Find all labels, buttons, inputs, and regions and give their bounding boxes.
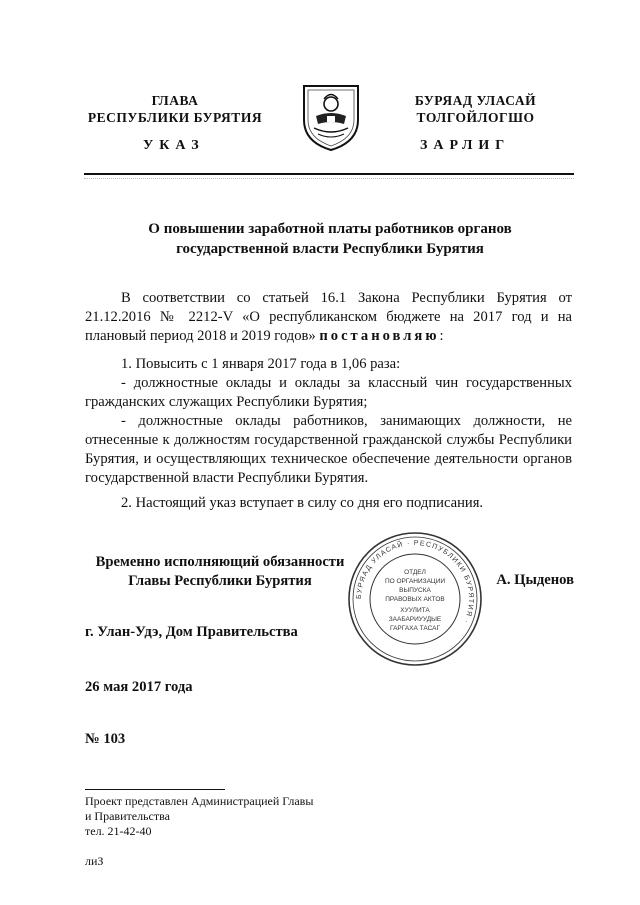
footnote-line1: Проект представлен Администрацией Главы: [85, 794, 314, 808]
stamp-line-3: ВЫПУСКА: [399, 587, 431, 594]
footnote: [85, 794, 313, 839]
item-1-b: - должностные оклады работников, занимающих должности, не отнесенные к должностям государственной гражданской службы Республики Бурятия, и осуществляющих техническое обеспечение деятельности органов государственной власти Республики Бурятия.: [85, 413, 572, 486]
header-right-title: БУРЯАД УЛАСАЙ: [414, 93, 537, 108]
item-1-a: - должностные оклады и оклады за классный чин государственных гражданских служащих Республики Бурятия;: [85, 375, 572, 410]
decree-title-line1: О повышении заработной платы работников органов: [148, 221, 512, 237]
intro-paragraph: [85, 289, 572, 346]
header-divider: [84, 173, 574, 175]
item-2: 2. Настоящий указ вступает в силу со дня его подписания.: [121, 495, 484, 511]
document-code: лиЗ: [85, 854, 104, 868]
official-stamp: [346, 530, 484, 668]
stamp-line-2: ПО ОРГАНИЗАЦИИ: [384, 578, 446, 585]
stamp-line-7: ГАРГАХА ТАСАГ: [389, 625, 441, 632]
intro-colon: :: [439, 328, 444, 344]
stamp-ring-text: БУРЯАД УЛАСАЙ · РЕСПУБЛИКИ БУРЯТИЯ ·: [355, 539, 475, 625]
item-1: 1. Повысить с 1 января 2017 года в 1,06 раза:: [121, 356, 401, 372]
decree-number: № 103: [85, 731, 126, 747]
header-right: [388, 92, 563, 126]
decree-word: постановляю: [319, 328, 440, 344]
header-left-title: ГЛАВА: [151, 93, 199, 108]
footnote-phone: тел. 21-42-40: [85, 824, 152, 838]
header-right-subtitle: ТОЛГОЙЛОГШО: [416, 110, 535, 125]
place-of-signing: г. Улан-Удэ, Дом Правительства: [85, 624, 298, 640]
signatory-position-line1: Временно исполняющий обязанности: [95, 554, 345, 570]
header-left-subtitle: РЕСПУБЛИКИ БУРЯТИЯ: [87, 110, 263, 125]
signatory-position-line2: Главы Республики Бурятия: [128, 573, 312, 589]
footnote-divider: [85, 789, 225, 790]
stamp-line-4: ПРАВОВЫХ АКТОВ: [385, 596, 445, 603]
header-dotted-divider: [84, 178, 574, 183]
signatory-name: А. Цыденов: [496, 572, 574, 588]
republic-coat-of-arms-icon: [298, 80, 364, 152]
signatory-position: [85, 553, 355, 591]
stamp-line-5: ХУУЛИТА: [400, 607, 430, 614]
decree-date: 26 мая 2017 года: [85, 679, 193, 695]
intro-text: В соответствии со статьей 16.1 Закона Республики Бурятия от 21.12.2016 № 2212-V «О республиканском бюджете на 2017 год и на плановый период 2018 и 2019 годов»: [85, 290, 572, 344]
stamp-line-6: ЗААБАРИУУДЫЕ: [388, 616, 442, 623]
stamp-line-1: ОТДЕЛ: [404, 569, 426, 576]
header-left: [85, 92, 265, 126]
doc-type-right: ЗАРЛИГ: [420, 138, 511, 153]
doc-type-left: УКАЗ: [143, 138, 205, 153]
decree-title-line2: государственной власти Республики Бурятия: [176, 241, 484, 257]
decree-title: [110, 219, 550, 259]
footnote-line2: и Правительства: [85, 809, 170, 823]
